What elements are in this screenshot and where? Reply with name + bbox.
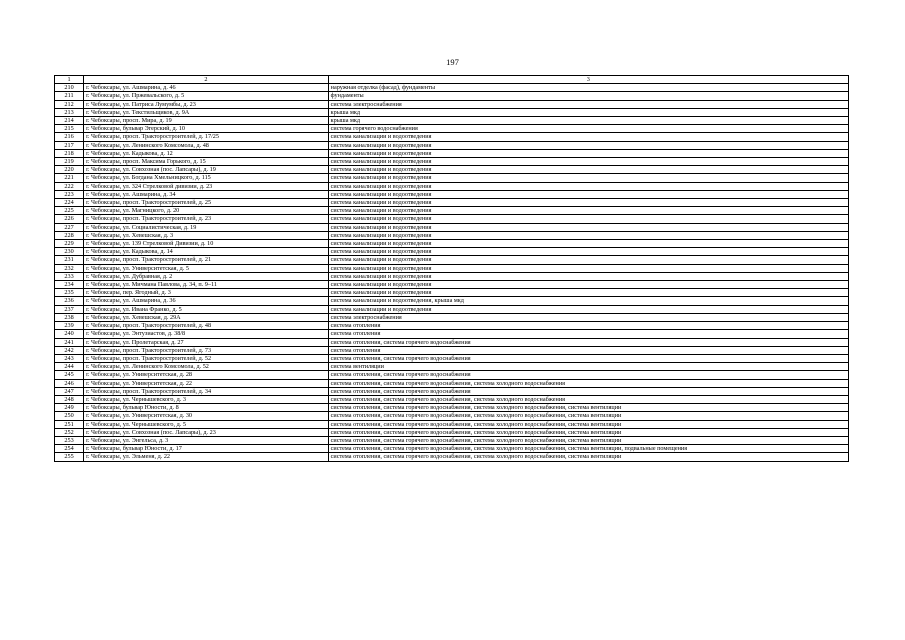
row-address: г. Чебоксары, ул. Ашмарина, д. 36 <box>84 297 329 305</box>
row-address: г. Чебоксары, бульвар Юности, д. 8 <box>84 404 329 412</box>
table-row <box>55 354 849 362</box>
row-works: система отопления, система горячего водоснабжения <box>328 338 848 346</box>
table-row <box>55 436 849 444</box>
table-row <box>55 256 849 264</box>
table-row <box>55 330 849 338</box>
row-works: система горячего водоснабжения <box>328 125 848 133</box>
row-address: г. Чебоксары, ул. Дубравная, д. 2 <box>84 272 329 280</box>
row-number: 239 <box>55 322 84 330</box>
row-works: система канализации и водоотведения <box>328 272 848 280</box>
row-number: 231 <box>55 256 84 264</box>
row-number: 241 <box>55 338 84 346</box>
table-row <box>55 363 849 371</box>
row-works: система канализации и водоотведения <box>328 215 848 223</box>
row-number: 218 <box>55 149 84 157</box>
row-works: система канализации и водоотведения <box>328 248 848 256</box>
row-address: г. Чебоксары, ул. Ивана Франко, д. 5 <box>84 305 329 313</box>
row-number: 242 <box>55 346 84 354</box>
row-address: г. Чебоксары, ул. Университетская, д. 28 <box>84 371 329 379</box>
row-works: система отопления, система горячего водоснабжения, система холодного водоснабжения, система вентиляции <box>328 453 848 461</box>
row-address: г. Чебоксары, ул. Эльменя, д. 22 <box>84 453 329 461</box>
works-table <box>54 75 849 462</box>
row-address: г. Чебоксары, ул. Чернышевского, д. 5 <box>84 420 329 428</box>
row-works: система канализации и водоотведения <box>328 256 848 264</box>
row-works: система вентиляции <box>328 363 848 371</box>
row-address: г. Чебоксары, ул. Университетская, д. 30 <box>84 412 329 420</box>
row-address: г. Чебоксары, ул. Текстильщиков, д. 9А <box>84 108 329 116</box>
row-works: система канализации и водоотведения <box>328 281 848 289</box>
table-row <box>55 149 849 157</box>
row-address: г. Чебоксары, ул. Пролетарская, д. 27 <box>84 338 329 346</box>
table-row <box>55 395 849 403</box>
row-address: г. Чебоксары, ул. Чернышевского, д. 3 <box>84 395 329 403</box>
row-works: система канализации и водоотведения <box>328 289 848 297</box>
page-number: 197 <box>446 57 459 67</box>
table-row <box>55 445 849 453</box>
row-number: 211 <box>55 92 84 100</box>
row-works: система отопления, система горячего водоснабжения, система холодного водоснабжения, система вентиляции <box>328 428 848 436</box>
table-row <box>55 387 849 395</box>
row-address: г. Чебоксары, ул. Ашмарина, д. 34 <box>84 190 329 198</box>
row-address: г. Чебоксары, ул. Мичмана Павлова, д. 34, п. 9–11 <box>84 281 329 289</box>
row-number: 245 <box>55 371 84 379</box>
table-row <box>55 428 849 436</box>
row-address: г. Чебоксары, ул. Совхозная (пос. Лапсары), д. 23 <box>84 428 329 436</box>
table-row <box>55 223 849 231</box>
row-address: г. Чебоксары, просп. Тракторостроителей, д. 34 <box>84 387 329 395</box>
table-row <box>55 281 849 289</box>
row-number: 221 <box>55 174 84 182</box>
row-number: 229 <box>55 240 84 248</box>
header-col-2: 2 <box>84 76 329 84</box>
row-number: 213 <box>55 108 84 116</box>
table-row <box>55 108 849 116</box>
row-number: 244 <box>55 363 84 371</box>
row-address: г. Чебоксары, ул. 324 Стрелковой дивизии, д. 23 <box>84 182 329 190</box>
row-number: 254 <box>55 445 84 453</box>
row-works: система отопления, система горячего водоснабжения, система холодного водоснабжения, система вентиляции, подвальные помещения <box>328 445 848 453</box>
row-works: система отопления, система горячего водоснабжения, система холодного водоснабжения <box>328 379 848 387</box>
row-number: 226 <box>55 215 84 223</box>
row-number: 232 <box>55 264 84 272</box>
table-row <box>55 313 849 321</box>
row-address: г. Чебоксары, ул. Университетская, д. 5 <box>84 264 329 272</box>
row-number: 212 <box>55 100 84 108</box>
row-works: система отопления, система горячего водоснабжения, система холодного водоснабжения, система вентиляции <box>328 404 848 412</box>
row-address: г. Чебоксары, просп. Тракторостроителей, д. 17/25 <box>84 133 329 141</box>
row-works: система электроснабжения <box>328 100 848 108</box>
row-works: система отопления, система горячего водоснабжения <box>328 354 848 362</box>
row-works: система канализации и водоотведения <box>328 240 848 248</box>
table-body <box>55 76 849 462</box>
table-row <box>55 166 849 174</box>
table-row <box>55 92 849 100</box>
row-works: крыша мкд <box>328 108 848 116</box>
row-number: 247 <box>55 387 84 395</box>
table-row <box>55 412 849 420</box>
row-number: 222 <box>55 182 84 190</box>
table-row <box>55 182 849 190</box>
table-row <box>55 305 849 313</box>
row-works: система отопления, система горячего водоснабжения, система холодного водоснабжения, система вентиляции <box>328 420 848 428</box>
table-row <box>55 248 849 256</box>
row-number: 224 <box>55 199 84 207</box>
row-address: г. Чебоксары, ул. Энтузиастов, д. 38/8 <box>84 330 329 338</box>
row-address: г. Чебоксары, пер. Ягодный, д. 3 <box>84 289 329 297</box>
row-address: г. Чебоксары, бульвар Эгерский, д. 10 <box>84 125 329 133</box>
row-address: г. Чебоксары, просп. Максима Горького, д. 15 <box>84 158 329 166</box>
table-row <box>55 231 849 239</box>
table-row <box>55 379 849 387</box>
row-works: система канализации и водоотведения <box>328 174 848 182</box>
table-row <box>55 141 849 149</box>
row-address: г. Чебоксары, просп. Тракторостроителей, д. 21 <box>84 256 329 264</box>
table-row <box>55 125 849 133</box>
table-row <box>55 264 849 272</box>
row-works: система канализации и водоотведения <box>328 133 848 141</box>
table-row <box>55 338 849 346</box>
table-row <box>55 404 849 412</box>
row-works: система канализации и водоотведения <box>328 231 848 239</box>
row-works: система канализации и водоотведения <box>328 158 848 166</box>
row-number: 243 <box>55 354 84 362</box>
row-works: система отопления <box>328 346 848 354</box>
row-works: система канализации и водоотведения <box>328 141 848 149</box>
row-number: 250 <box>55 412 84 420</box>
row-number: 230 <box>55 248 84 256</box>
row-number: 236 <box>55 297 84 305</box>
table-row <box>55 133 849 141</box>
row-number: 238 <box>55 313 84 321</box>
row-works: наружная отделка (фасад), фундаменты <box>328 84 848 92</box>
row-works: фундаменты <box>328 92 848 100</box>
row-works: система отопления <box>328 330 848 338</box>
row-address: г. Чебоксары, ул. Университетская, д. 22 <box>84 379 329 387</box>
table-row <box>55 117 849 125</box>
row-address: г. Чебоксары, ул. Совхозная (пос. Лапсары), д. 19 <box>84 166 329 174</box>
row-number: 251 <box>55 420 84 428</box>
header-col-3: 3 <box>328 76 848 84</box>
row-works: система канализации и водоотведения <box>328 166 848 174</box>
row-number: 220 <box>55 166 84 174</box>
row-number: 234 <box>55 281 84 289</box>
row-works: система отопления, система горячего водоснабжения, система холодного водоснабжения, система вентиляции <box>328 412 848 420</box>
row-address: г. Чебоксары, ул. Магницкого, д. 20 <box>84 207 329 215</box>
row-number: 216 <box>55 133 84 141</box>
table-header-row <box>55 76 849 84</box>
row-works: система отопления, система горячего водоснабжения, система холодного водоснабжения, система вентиляции <box>328 436 848 444</box>
row-address: г. Чебоксары, ул. Патриса Лумумбы, д. 23 <box>84 100 329 108</box>
row-works: система канализации и водоотведения <box>328 264 848 272</box>
row-number: 235 <box>55 289 84 297</box>
row-number: 249 <box>55 404 84 412</box>
row-address: г. Чебоксары, просп. Тракторостроителей, д. 23 <box>84 215 329 223</box>
row-number: 233 <box>55 272 84 280</box>
table-row <box>55 297 849 305</box>
row-number: 219 <box>55 158 84 166</box>
row-address: г. Чебоксары, ул. Кадыкова, д. 12 <box>84 149 329 157</box>
table-row <box>55 215 849 223</box>
header-col-1: 1 <box>55 76 84 84</box>
row-number: 225 <box>55 207 84 215</box>
row-number: 215 <box>55 125 84 133</box>
row-works: система отопления, система горячего водоснабжения <box>328 387 848 395</box>
table-row <box>55 207 849 215</box>
table-row <box>55 158 849 166</box>
table-row <box>55 84 849 92</box>
row-address: г. Чебоксары, просп. Тракторостроителей, д. 52 <box>84 354 329 362</box>
row-number: 227 <box>55 223 84 231</box>
row-address: г. Чебоксары, просп. Мира, д. 19 <box>84 117 329 125</box>
row-works: система канализации и водоотведения <box>328 190 848 198</box>
row-address: г. Чебоксары, ул. Пржевальского, д. 5 <box>84 92 329 100</box>
row-address: г. Чебоксары, ул. 139 Стрелковой Дивизии, д. 10 <box>84 240 329 248</box>
row-number: 223 <box>55 190 84 198</box>
table-row <box>55 346 849 354</box>
table-row <box>55 240 849 248</box>
row-works: система канализации и водоотведения <box>328 223 848 231</box>
row-number: 255 <box>55 453 84 461</box>
row-number: 252 <box>55 428 84 436</box>
row-works: система канализации и водоотведения, крыша мкд <box>328 297 848 305</box>
row-number: 214 <box>55 117 84 125</box>
row-works: система канализации и водоотведения <box>328 305 848 313</box>
row-address: г. Чебоксары, ул. Ашмарина, д. 46 <box>84 84 329 92</box>
row-works: система отопления <box>328 322 848 330</box>
row-works: система электроснабжения <box>328 313 848 321</box>
row-address: г. Чебоксары, просп. Тракторостроителей, д. 48 <box>84 322 329 330</box>
row-address: г. Чебоксары, просп. Тракторостроителей, д. 73 <box>84 346 329 354</box>
row-address: г. Чебоксары, ул. Энгельса, д. 3 <box>84 436 329 444</box>
row-number: 253 <box>55 436 84 444</box>
table-row <box>55 100 849 108</box>
row-address: г. Чебоксары, просп. Тракторостроителей, д. 25 <box>84 199 329 207</box>
row-address: г. Чебоксары, ул. Социалистическая, д. 19 <box>84 223 329 231</box>
row-address: г. Чебоксары, ул. Кадыкова, д. 14 <box>84 248 329 256</box>
table-row <box>55 420 849 428</box>
row-works: система канализации и водоотведения <box>328 182 848 190</box>
row-address: г. Чебоксары, ул. Хевешская, д. 29А <box>84 313 329 321</box>
table-row <box>55 289 849 297</box>
row-address: г. Чебоксары, ул. Ленинского Комсомола, д. 48 <box>84 141 329 149</box>
row-works: крыша мкд <box>328 117 848 125</box>
table-row <box>55 199 849 207</box>
row-number: 237 <box>55 305 84 313</box>
row-works: система канализации и водоотведения <box>328 149 848 157</box>
table-row <box>55 322 849 330</box>
row-address: г. Чебоксары, ул. Богдана Хмельницкого, д. 115 <box>84 174 329 182</box>
table-row <box>55 272 849 280</box>
row-address: г. Чебоксары, ул. Ленинского Комсомола, д. 52 <box>84 363 329 371</box>
row-address: г. Чебоксары, бульвар Юности, д. 17 <box>84 445 329 453</box>
row-address: г. Чебоксары, ул. Хевешская, д. 3 <box>84 231 329 239</box>
table-row <box>55 453 849 461</box>
table-row <box>55 190 849 198</box>
row-number: 240 <box>55 330 84 338</box>
row-number: 210 <box>55 84 84 92</box>
row-number: 228 <box>55 231 84 239</box>
row-works: система канализации и водоотведения <box>328 207 848 215</box>
row-number: 246 <box>55 379 84 387</box>
row-works: система канализации и водоотведения <box>328 199 848 207</box>
row-works: система отопления, система горячего водоснабжения, система холодного водоснабжения <box>328 395 848 403</box>
table-row <box>55 174 849 182</box>
row-works: система отопления, система горячего водоснабжения <box>328 371 848 379</box>
row-number: 217 <box>55 141 84 149</box>
table-row <box>55 371 849 379</box>
row-number: 248 <box>55 395 84 403</box>
